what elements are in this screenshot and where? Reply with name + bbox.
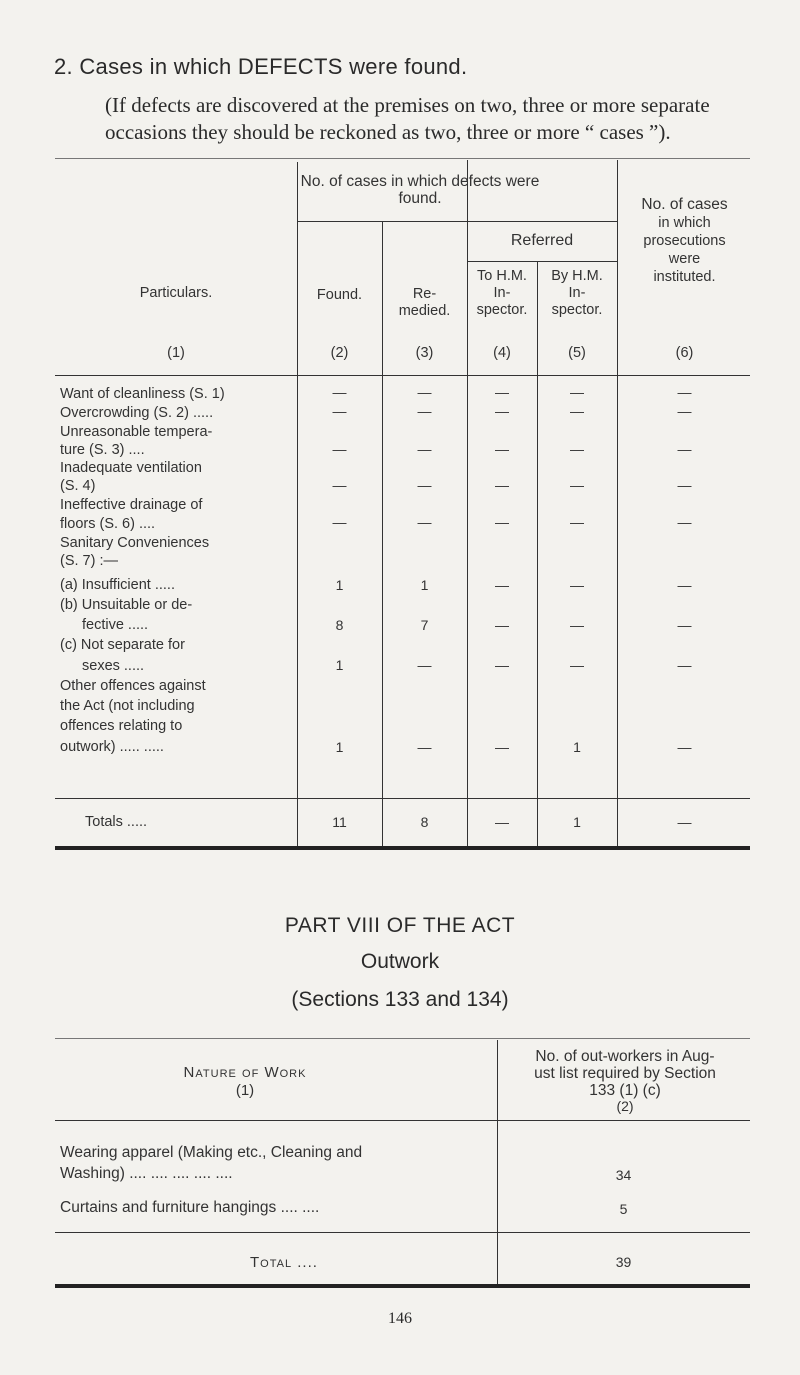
row-label-unsuitable-1: (b) Unsuitable or de- bbox=[60, 597, 193, 613]
table-cell: — bbox=[570, 403, 584, 419]
table-cell: — bbox=[495, 441, 509, 457]
header-nature-of-work: Nature of Work bbox=[183, 1064, 307, 1081]
table-cell: — bbox=[495, 577, 509, 593]
table-cell: — bbox=[677, 384, 692, 400]
table-cell: — bbox=[495, 514, 509, 530]
header-by-hm-line3: spector. bbox=[551, 302, 603, 318]
table-cell: — bbox=[570, 514, 584, 530]
table-cell: — bbox=[417, 403, 432, 419]
header-prosecutions-line1: No. of cases bbox=[641, 196, 728, 213]
header-prosecutions-line4: were bbox=[668, 251, 701, 267]
table-cell: — bbox=[677, 739, 692, 755]
outwork-row-value-2: 5 bbox=[619, 1201, 628, 1217]
table-cell: — bbox=[677, 441, 692, 457]
total-cell: 11 bbox=[332, 814, 347, 830]
row-label-ventilation-2: (S. 4) bbox=[60, 478, 96, 494]
table-cell: — bbox=[332, 477, 347, 493]
table-cell: — bbox=[677, 477, 692, 493]
header-prosecutions-line2: in which bbox=[658, 215, 711, 231]
table-cell: — bbox=[677, 577, 692, 593]
outwork-row-value-1: 34 bbox=[615, 1167, 632, 1183]
table-cell: — bbox=[570, 441, 584, 457]
header-by-hm bbox=[537, 268, 617, 319]
table-cell: 1 bbox=[420, 577, 429, 593]
row-label-not-separate-1: (c) Not separate for bbox=[60, 637, 185, 653]
table-cell: — bbox=[332, 514, 347, 530]
row-label-overcrowding: Overcrowding (S. 2) ..... bbox=[60, 405, 214, 421]
table-cell: 1 bbox=[335, 577, 344, 593]
table-cell: — bbox=[417, 657, 432, 673]
page-number: 146 bbox=[388, 1310, 412, 1327]
outwork-row-label-2: Curtains and furniture hangings .... .... bbox=[60, 1199, 320, 1216]
header-nature-col1: (1) bbox=[235, 1082, 255, 1099]
table-cell: 1 bbox=[573, 739, 581, 755]
header-col5: (5) bbox=[568, 345, 586, 361]
header-outworkers-col2: (2) bbox=[616, 1098, 634, 1114]
row-label-drainage-1: Ineffective drainage of bbox=[60, 497, 203, 513]
outwork-total-label: Total .... bbox=[250, 1254, 318, 1271]
total-cell: — bbox=[677, 814, 692, 830]
table-cell: — bbox=[332, 441, 347, 457]
outwork-row-label-1: Wearing apparel (Making etc., Cleaning and bbox=[60, 1144, 363, 1161]
row-label-temperature-2: ture (S. 3) .... bbox=[60, 442, 145, 458]
header-prosecutions-line5: instituted. bbox=[653, 269, 716, 285]
header-remedied-line2: medied. bbox=[398, 303, 451, 319]
header-remedied bbox=[382, 286, 467, 320]
row-label-drainage-2: floors (S. 6) .... bbox=[60, 516, 156, 532]
header-outworkers-line1: No. of out-workers in Aug- bbox=[535, 1048, 715, 1065]
table-cell: — bbox=[332, 403, 347, 419]
header-col4: (4) bbox=[493, 345, 511, 361]
row-label-not-separate-2: sexes ..... bbox=[82, 658, 145, 674]
section-note: (If defects are discovered at the premises on two, three or more separate occasions they should be reckoned as two, three or more “ cases ”). bbox=[105, 93, 710, 144]
header-by-hm-line2: In- bbox=[568, 285, 586, 301]
row-label-temperature-1: Unreasonable tempera- bbox=[60, 424, 213, 440]
row-label-other-3: offences relating to bbox=[60, 718, 183, 734]
header-outworkers-line3: 133 (1) (c) bbox=[589, 1082, 661, 1099]
table-cell: — bbox=[417, 739, 432, 755]
part-sections: (Sections 133 and 134) bbox=[291, 988, 509, 1011]
total-cell: 1 bbox=[573, 814, 581, 830]
header-col3: (3) bbox=[415, 345, 434, 361]
table-cell: — bbox=[570, 617, 584, 633]
header-to-hm bbox=[467, 268, 537, 319]
table-cell: — bbox=[417, 384, 432, 400]
table-cell: — bbox=[677, 617, 692, 633]
row-label-insufficient: (a) Insufficient ..... bbox=[60, 577, 175, 593]
total-cell: 8 bbox=[420, 814, 429, 830]
row-label-ventilation-1: Inadequate ventilation bbox=[60, 460, 202, 476]
header-group: No. of cases in which defects were found. bbox=[300, 173, 540, 207]
table-cell: 7 bbox=[420, 617, 429, 633]
outwork-row-label-1b: Washing) .... .... .... .... .... bbox=[60, 1165, 233, 1182]
table-cell: — bbox=[417, 441, 432, 457]
table-cell: — bbox=[495, 657, 509, 673]
total-cell: — bbox=[495, 814, 509, 830]
section-heading: 2. Cases in which DEFECTS were found. bbox=[54, 54, 468, 79]
row-label-other-2: the Act (not including bbox=[60, 698, 195, 714]
header-by-hm-line1: By H.M. bbox=[551, 268, 603, 284]
table-cell: — bbox=[332, 384, 347, 400]
row-label-other-4: outwork) ..... ..... bbox=[60, 739, 164, 755]
header-col2: (2) bbox=[330, 345, 349, 361]
table-cell: — bbox=[677, 403, 692, 419]
header-to-hm-line3: spector. bbox=[476, 302, 528, 318]
table-cell: — bbox=[570, 657, 584, 673]
table-cell: — bbox=[495, 617, 509, 633]
table-cell: — bbox=[570, 477, 584, 493]
table-cell: — bbox=[570, 577, 584, 593]
outwork-total-value: 39 bbox=[615, 1254, 632, 1270]
part-subtitle: Outwork bbox=[360, 950, 440, 973]
table-cell: 1 bbox=[335, 657, 344, 673]
header-to-hm-line2: In- bbox=[493, 285, 511, 301]
header-prosecutions bbox=[617, 196, 752, 286]
row-label-cleanliness: Want of cleanliness (S. 1) bbox=[60, 386, 225, 402]
table-cell: — bbox=[677, 514, 692, 530]
table-cell: — bbox=[677, 657, 692, 673]
row-label-unsuitable-2: fective ..... bbox=[82, 617, 149, 633]
row-label-other-1: Other offences against bbox=[60, 678, 206, 694]
header-referred: Referred bbox=[510, 232, 574, 249]
header-remedied-line1: Re- bbox=[412, 286, 437, 302]
header-to-hm-line1: To H.M. bbox=[477, 268, 527, 284]
header-found: Found. bbox=[316, 287, 363, 303]
table-cell: — bbox=[495, 403, 509, 419]
row-label-sanitary-2: (S. 7) :— bbox=[60, 553, 119, 569]
table-cell: — bbox=[495, 477, 509, 493]
header-prosecutions-line3: prosecutions bbox=[643, 233, 726, 249]
header-outworkers-line2: ust list required by Section bbox=[534, 1065, 716, 1082]
table-cell: 8 bbox=[335, 617, 344, 633]
table-cell: — bbox=[570, 384, 584, 400]
row-label-totals: Totals ..... bbox=[85, 814, 148, 830]
table-cell: — bbox=[417, 514, 432, 530]
table-cell: — bbox=[495, 384, 509, 400]
header-col6: (6) bbox=[675, 345, 694, 361]
header-outworkers-count bbox=[500, 1048, 750, 1113]
row-label-sanitary-1: Sanitary Conveniences bbox=[60, 535, 210, 551]
header-col1: (1) bbox=[167, 345, 185, 361]
table-cell: — bbox=[495, 739, 509, 755]
table-cell: — bbox=[417, 477, 432, 493]
header-particulars: Particulars. bbox=[139, 285, 213, 301]
part-title: PART VIII OF THE ACT bbox=[284, 914, 516, 937]
table-cell: 1 bbox=[335, 739, 344, 755]
